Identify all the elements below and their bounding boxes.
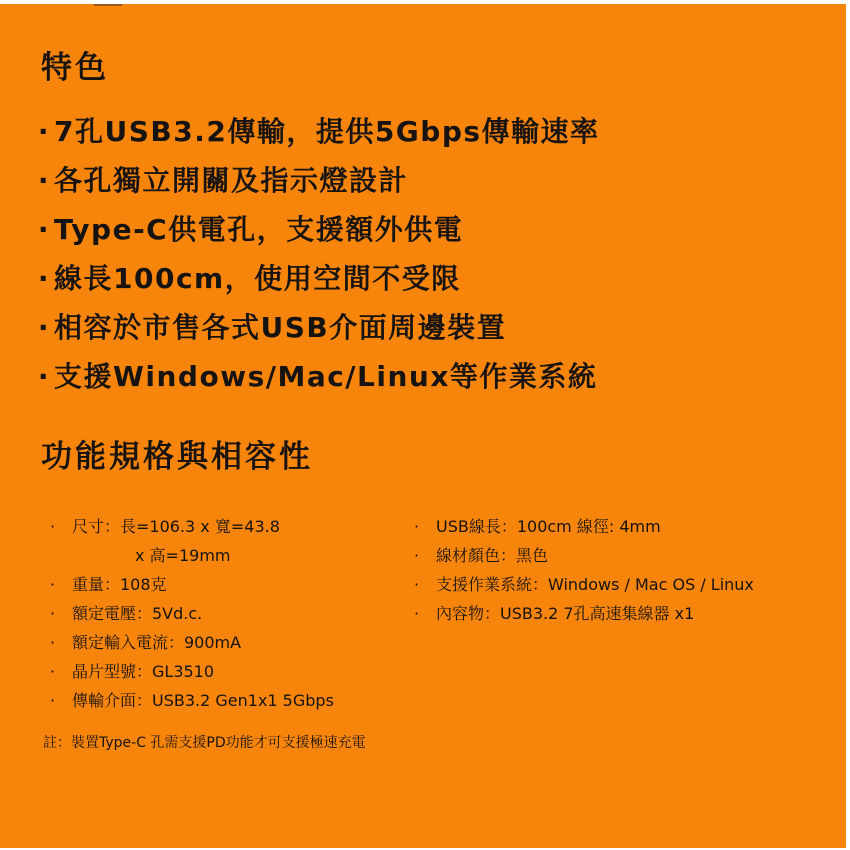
spec-text: 額定電壓：5Vd.c. xyxy=(72,604,203,623)
spec-item-os xyxy=(414,570,754,599)
bullet-icon: · xyxy=(37,164,51,197)
bullet-icon: · xyxy=(50,691,56,710)
bullet-icon: · xyxy=(414,546,420,565)
spec-item-voltage xyxy=(50,599,334,628)
spec-text: 尺寸：長=106.3 x 寬=43.8 xyxy=(72,517,280,536)
bullet-icon: · xyxy=(50,633,56,652)
feature-text: 7孔USB3.2傳輸，提供5Gbps傳輸速率 xyxy=(54,115,600,148)
specs-left-list xyxy=(50,512,334,715)
spec-text: 線材顏色：黑色 xyxy=(436,546,549,565)
spec-item-size xyxy=(50,512,334,541)
bullet-icon: · xyxy=(414,575,420,594)
spec-item-size-height xyxy=(50,541,334,570)
bullet-icon: · xyxy=(414,517,420,536)
feature-text: Type-C供電孔，支援額外供電 xyxy=(54,213,464,246)
feature-item-os-support xyxy=(36,355,600,404)
bullet-icon: · xyxy=(50,517,56,536)
spec-item-chip xyxy=(50,657,334,686)
feature-text: 線長100cm，使用空間不受限 xyxy=(54,262,461,295)
bullet-icon: · xyxy=(37,213,51,246)
feature-text: 支援Windows/Mac/Linux等作業系統 xyxy=(54,360,598,393)
footnote: 註：裝置Type-C 孔需支援PD功能才可支援極速充電 xyxy=(43,735,366,751)
spec-text: 內容物：USB3.2 7孔高速集線器 x1 xyxy=(436,604,695,623)
spec-text: USB線長：100cm 線徑: 4mm xyxy=(436,517,661,536)
spec-text: x 高=19mm xyxy=(135,546,231,565)
bullet-icon: · xyxy=(37,360,51,393)
bullet-icon: · xyxy=(50,662,56,681)
spec-text: 傳輸介面：USB3.2 Gen1x1 5Gbps xyxy=(72,691,334,710)
spec-text: 重量：108克 xyxy=(72,575,167,594)
bullet-icon: · xyxy=(37,115,51,148)
orange-panel xyxy=(0,4,846,848)
spec-item-weight xyxy=(50,570,334,599)
specs-title: 功能規格與相容性 xyxy=(41,439,313,475)
bullet-icon: · xyxy=(50,604,56,623)
feature-item-typec-power xyxy=(36,208,600,257)
feature-item-usb-transfer xyxy=(36,110,600,159)
feature-text: 各孔獨立開關及指示燈設計 xyxy=(54,164,409,197)
spec-item-current xyxy=(50,628,334,657)
spec-item-contents xyxy=(414,599,754,628)
features-title: 特色 xyxy=(41,50,109,86)
bullet-icon: · xyxy=(37,311,51,344)
top-divider xyxy=(94,4,122,6)
spec-item-color xyxy=(414,541,754,570)
bullet-icon: · xyxy=(414,604,420,623)
spec-text: 支援作業系統：Windows / Mac OS / Linux xyxy=(436,575,754,594)
feature-item-compatibility xyxy=(36,306,600,355)
feature-text: 相容於市售各式USB介面周邊裝置 xyxy=(54,311,507,344)
bullet-icon: · xyxy=(37,262,51,295)
bullet-icon: · xyxy=(50,575,56,594)
features-list xyxy=(36,110,600,404)
spec-item-cable xyxy=(414,512,754,541)
feature-item-cable-length xyxy=(36,257,600,306)
feature-item-switch-led xyxy=(36,159,600,208)
specs-right-list xyxy=(414,512,754,628)
spec-text: 額定輸入電流：900mA xyxy=(72,633,242,652)
spec-item-interface xyxy=(50,686,334,715)
spec-text: 晶片型號：GL3510 xyxy=(72,662,215,681)
